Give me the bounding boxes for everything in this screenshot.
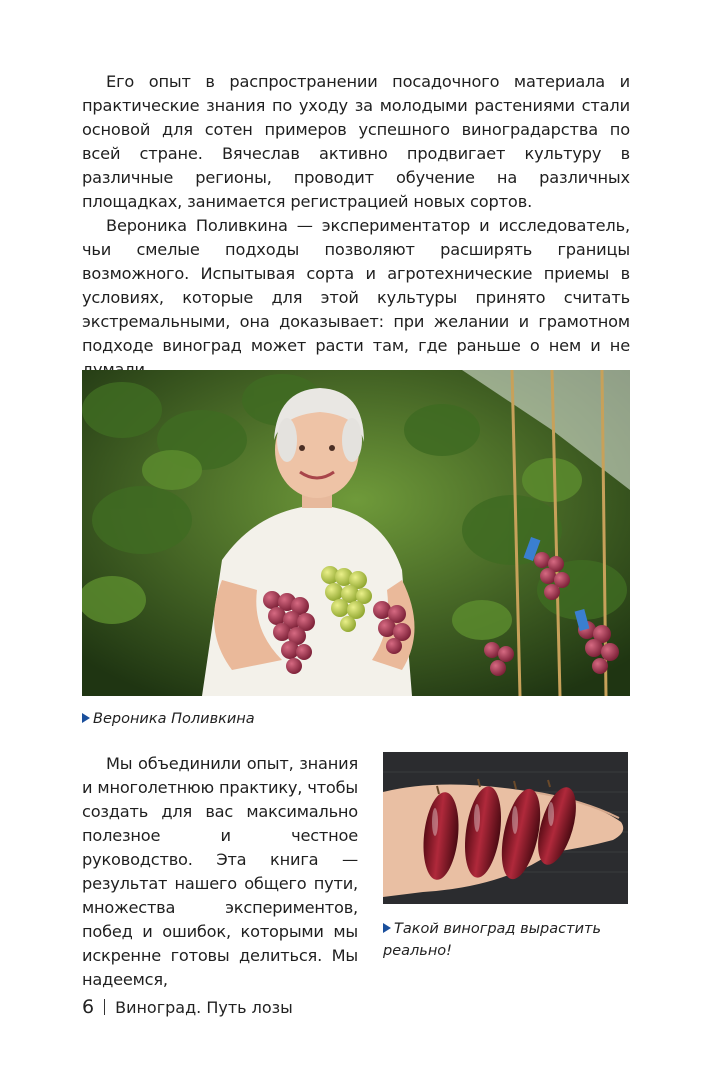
caption-marker-icon [82,713,90,723]
photo2-caption-text: Такой виноград вырастить реально! [383,921,601,959]
paragraph-2: Вероника Поливкина — экспериментатор и исследователь, чьи смелые подходы позволяют расширять границы возможного. Испытывая сорта и агротехнические приемы в условиях, которые для этой культуры принято считать экстремальными, она доказывает: при желании и грамотном подходе виноград может расти там, где раньше о нем и не [82,216,630,355]
photo1-caption [82,708,255,730]
photo-illustration-2 [383,752,628,904]
running-title: Виноград. Путь лозы [115,998,293,1017]
page-number: 6 [82,996,95,1018]
paragraph-1: Его опыт в распространении посадочного материала и практические знания по уходу за молодыми растениями стали основой для сотен примеров успешного виноградарства по всей стране. Вячеслав активно продвигает культуру в различные регионы, проводит обучение на различных площадках, занимается регистрацией новых сортов. [82,72,630,211]
photo-veronika-polivkina [82,370,630,696]
page-footer [82,996,293,1018]
photo-illustration [82,370,630,696]
footer-divider [104,999,105,1015]
paragraph-3: Мы объединили опыт, знания и многолетнюю практику, чтобы создать для вас максимально полезное и честное руководство. Эта книга — результат нашего общего пути, множества экспериментов, побед и ошибок, которыми мы искренне готовы делиться. Мы надеемся, [82,754,358,989]
caption-marker-icon-2 [383,923,391,933]
photo1-caption-text: Вероника Поливкина [93,711,255,727]
photo-grapes-in-hand [383,752,628,904]
photo2-caption [383,918,633,962]
